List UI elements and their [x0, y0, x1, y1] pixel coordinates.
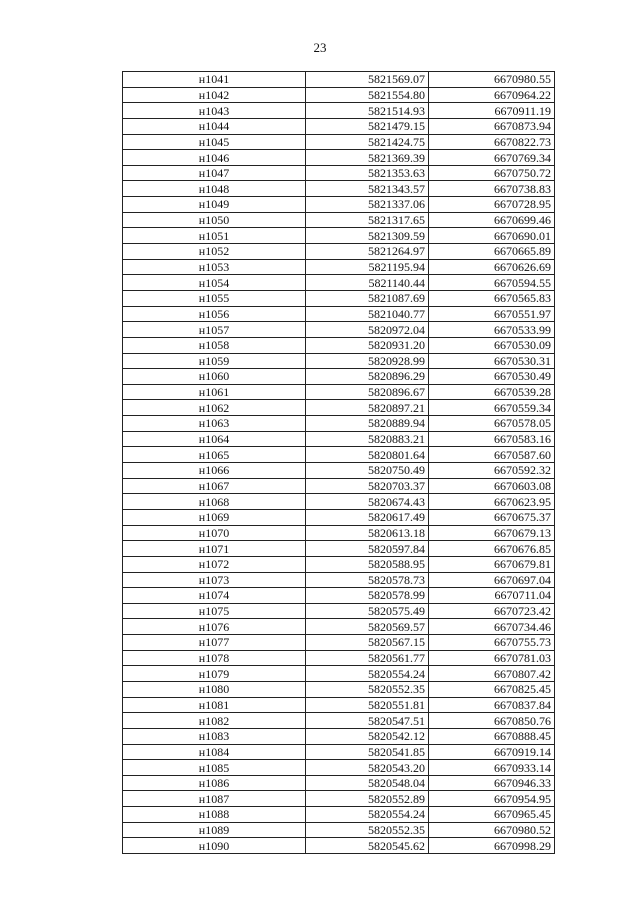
- x-coordinate-cell: 5820552.89: [306, 791, 429, 807]
- table-row: [123, 369, 555, 385]
- table-row: [123, 244, 555, 260]
- y-coordinate-cell: 6670711.04: [429, 588, 555, 604]
- y-coordinate-cell: 6670626.69: [429, 259, 555, 275]
- table-row: [123, 697, 555, 713]
- point-id-cell: н1060: [123, 369, 306, 385]
- table-row: [123, 822, 555, 838]
- point-id-cell: н1089: [123, 822, 306, 838]
- y-coordinate-cell: 6670965.45: [429, 807, 555, 823]
- y-coordinate-cell: 6670690.01: [429, 228, 555, 244]
- x-coordinate-cell: 5821337.06: [306, 197, 429, 213]
- x-coordinate-cell: 5821353.63: [306, 165, 429, 181]
- coordinates-table-body: [123, 72, 555, 854]
- x-coordinate-cell: 5820896.29: [306, 369, 429, 385]
- x-coordinate-cell: 5821087.69: [306, 290, 429, 306]
- y-coordinate-cell: 6670888.45: [429, 728, 555, 744]
- y-coordinate-cell: 6670911.19: [429, 103, 555, 119]
- y-coordinate-cell: 6670998.29: [429, 838, 555, 854]
- table-row: [123, 118, 555, 134]
- x-coordinate-cell: 5820552.35: [306, 822, 429, 838]
- y-coordinate-cell: 6670933.14: [429, 760, 555, 776]
- x-coordinate-cell: 5821309.59: [306, 228, 429, 244]
- y-coordinate-cell: 6670594.55: [429, 275, 555, 291]
- x-coordinate-cell: 5820554.24: [306, 807, 429, 823]
- table-row: [123, 181, 555, 197]
- y-coordinate-cell: 6670873.94: [429, 118, 555, 134]
- point-id-cell: н1066: [123, 463, 306, 479]
- point-id-cell: н1065: [123, 447, 306, 463]
- y-coordinate-cell: 6670964.22: [429, 87, 555, 103]
- table-row: [123, 635, 555, 651]
- table-row: [123, 290, 555, 306]
- point-id-cell: н1067: [123, 478, 306, 494]
- y-coordinate-cell: 6670837.84: [429, 697, 555, 713]
- table-row: [123, 603, 555, 619]
- table-row: [123, 447, 555, 463]
- y-coordinate-cell: 6670533.99: [429, 322, 555, 338]
- y-coordinate-cell: 6670850.76: [429, 713, 555, 729]
- table-row: [123, 306, 555, 322]
- table-row: [123, 666, 555, 682]
- point-id-cell: н1049: [123, 197, 306, 213]
- x-coordinate-cell: 5820972.04: [306, 322, 429, 338]
- point-id-cell: н1090: [123, 838, 306, 854]
- point-id-cell: н1086: [123, 775, 306, 791]
- table-row: [123, 337, 555, 353]
- y-coordinate-cell: 6670565.83: [429, 290, 555, 306]
- point-id-cell: н1055: [123, 290, 306, 306]
- x-coordinate-cell: 5820931.20: [306, 337, 429, 353]
- y-coordinate-cell: 6670551.97: [429, 306, 555, 322]
- point-id-cell: н1078: [123, 650, 306, 666]
- x-coordinate-cell: 5821369.39: [306, 150, 429, 166]
- y-coordinate-cell: 6670679.81: [429, 556, 555, 572]
- point-id-cell: н1085: [123, 760, 306, 776]
- y-coordinate-cell: 6670530.09: [429, 337, 555, 353]
- y-coordinate-cell: 6670755.73: [429, 635, 555, 651]
- x-coordinate-cell: 5821479.15: [306, 118, 429, 134]
- y-coordinate-cell: 6670807.42: [429, 666, 555, 682]
- table-row: [123, 134, 555, 150]
- y-coordinate-cell: 6670750.72: [429, 165, 555, 181]
- table-row: [123, 494, 555, 510]
- table-row: [123, 572, 555, 588]
- x-coordinate-cell: 5820547.51: [306, 713, 429, 729]
- y-coordinate-cell: 6670578.05: [429, 416, 555, 432]
- point-id-cell: н1083: [123, 728, 306, 744]
- y-coordinate-cell: 6670738.83: [429, 181, 555, 197]
- table-row: [123, 744, 555, 760]
- table-row: [123, 775, 555, 791]
- table-row: [123, 197, 555, 213]
- point-id-cell: н1064: [123, 431, 306, 447]
- table-row: [123, 541, 555, 557]
- x-coordinate-cell: 5820588.95: [306, 556, 429, 572]
- x-coordinate-cell: 5820554.24: [306, 666, 429, 682]
- x-coordinate-cell: 5820543.20: [306, 760, 429, 776]
- table-row: [123, 760, 555, 776]
- page-number: 23: [313, 40, 327, 55]
- x-coordinate-cell: 5821424.75: [306, 134, 429, 150]
- point-id-cell: н1050: [123, 212, 306, 228]
- y-coordinate-cell: 6670559.34: [429, 400, 555, 416]
- point-id-cell: н1076: [123, 619, 306, 635]
- x-coordinate-cell: 5821317.65: [306, 212, 429, 228]
- x-coordinate-cell: 5820801.64: [306, 447, 429, 463]
- table-row: [123, 212, 555, 228]
- y-coordinate-cell: 6670592.32: [429, 463, 555, 479]
- x-coordinate-cell: 5820545.62: [306, 838, 429, 854]
- table-row: [123, 681, 555, 697]
- x-coordinate-cell: 5820552.35: [306, 681, 429, 697]
- point-id-cell: н1071: [123, 541, 306, 557]
- point-id-cell: н1046: [123, 150, 306, 166]
- point-id-cell: н1062: [123, 400, 306, 416]
- x-coordinate-cell: 5820896.67: [306, 384, 429, 400]
- x-coordinate-cell: 5821343.57: [306, 181, 429, 197]
- y-coordinate-cell: 6670699.46: [429, 212, 555, 228]
- y-coordinate-cell: 6670530.31: [429, 353, 555, 369]
- table-row: [123, 228, 555, 244]
- x-coordinate-cell: 5820551.81: [306, 697, 429, 713]
- table-row: [123, 838, 555, 854]
- table-row: [123, 619, 555, 635]
- x-coordinate-cell: 5820617.49: [306, 509, 429, 525]
- y-coordinate-cell: 6670825.45: [429, 681, 555, 697]
- point-id-cell: н1073: [123, 572, 306, 588]
- y-coordinate-cell: 6670676.85: [429, 541, 555, 557]
- y-coordinate-cell: 6670583.16: [429, 431, 555, 447]
- table-row: [123, 384, 555, 400]
- table-row: [123, 791, 555, 807]
- x-coordinate-cell: 5821514.93: [306, 103, 429, 119]
- point-id-cell: н1048: [123, 181, 306, 197]
- y-coordinate-cell: 6670679.13: [429, 525, 555, 541]
- table-row: [123, 588, 555, 604]
- x-coordinate-cell: 5821195.94: [306, 259, 429, 275]
- point-id-cell: н1063: [123, 416, 306, 432]
- point-id-cell: н1056: [123, 306, 306, 322]
- y-coordinate-cell: 6670822.73: [429, 134, 555, 150]
- point-id-cell: н1047: [123, 165, 306, 181]
- point-id-cell: н1057: [123, 322, 306, 338]
- x-coordinate-cell: 5820569.57: [306, 619, 429, 635]
- x-coordinate-cell: 5821140.44: [306, 275, 429, 291]
- x-coordinate-cell: 5820883.21: [306, 431, 429, 447]
- x-coordinate-cell: 5821569.07: [306, 72, 429, 88]
- y-coordinate-cell: 6670539.28: [429, 384, 555, 400]
- point-id-cell: н1043: [123, 103, 306, 119]
- x-coordinate-cell: 5820928.99: [306, 353, 429, 369]
- point-id-cell: н1058: [123, 337, 306, 353]
- point-id-cell: н1079: [123, 666, 306, 682]
- point-id-cell: н1075: [123, 603, 306, 619]
- x-coordinate-cell: 5821554.80: [306, 87, 429, 103]
- y-coordinate-cell: 6670734.46: [429, 619, 555, 635]
- point-id-cell: н1074: [123, 588, 306, 604]
- point-id-cell: н1080: [123, 681, 306, 697]
- x-coordinate-cell: 5820897.21: [306, 400, 429, 416]
- table-row: [123, 87, 555, 103]
- x-coordinate-cell: 5821040.77: [306, 306, 429, 322]
- y-coordinate-cell: 6670781.03: [429, 650, 555, 666]
- point-id-cell: н1051: [123, 228, 306, 244]
- x-coordinate-cell: 5820561.77: [306, 650, 429, 666]
- table-row: [123, 713, 555, 729]
- y-coordinate-cell: 6670946.33: [429, 775, 555, 791]
- y-coordinate-cell: 6670675.37: [429, 509, 555, 525]
- y-coordinate-cell: 6670530.49: [429, 369, 555, 385]
- y-coordinate-cell: 6670769.34: [429, 150, 555, 166]
- table-row: [123, 400, 555, 416]
- point-id-cell: н1077: [123, 635, 306, 651]
- point-id-cell: н1069: [123, 509, 306, 525]
- x-coordinate-cell: 5820575.49: [306, 603, 429, 619]
- point-id-cell: н1059: [123, 353, 306, 369]
- x-coordinate-cell: 5820750.49: [306, 463, 429, 479]
- y-coordinate-cell: 6670919.14: [429, 744, 555, 760]
- y-coordinate-cell: 6670723.42: [429, 603, 555, 619]
- x-coordinate-cell: 5820548.04: [306, 775, 429, 791]
- coordinates-table: [122, 71, 555, 854]
- table-row: [123, 463, 555, 479]
- y-coordinate-cell: 6670697.04: [429, 572, 555, 588]
- y-coordinate-cell: 6670603.08: [429, 478, 555, 494]
- point-id-cell: н1081: [123, 697, 306, 713]
- table-row: [123, 353, 555, 369]
- point-id-cell: н1053: [123, 259, 306, 275]
- table-row: [123, 165, 555, 181]
- x-coordinate-cell: 5820597.84: [306, 541, 429, 557]
- table-row: [123, 72, 555, 88]
- table-row: [123, 103, 555, 119]
- table-row: [123, 556, 555, 572]
- table-row: [123, 431, 555, 447]
- x-coordinate-cell: 5820703.37: [306, 478, 429, 494]
- y-coordinate-cell: 6670728.95: [429, 197, 555, 213]
- point-id-cell: н1072: [123, 556, 306, 572]
- x-coordinate-cell: 5820567.15: [306, 635, 429, 651]
- x-coordinate-cell: 5820541.85: [306, 744, 429, 760]
- y-coordinate-cell: 6670980.52: [429, 822, 555, 838]
- point-id-cell: н1088: [123, 807, 306, 823]
- y-coordinate-cell: 6670980.55: [429, 72, 555, 88]
- x-coordinate-cell: 5820578.73: [306, 572, 429, 588]
- y-coordinate-cell: 6670665.89: [429, 244, 555, 260]
- point-id-cell: н1070: [123, 525, 306, 541]
- y-coordinate-cell: 6670623.95: [429, 494, 555, 510]
- table-row: [123, 525, 555, 541]
- table-row: [123, 509, 555, 525]
- table-row: [123, 728, 555, 744]
- table-row: [123, 259, 555, 275]
- point-id-cell: н1041: [123, 72, 306, 88]
- table-row: [123, 416, 555, 432]
- x-coordinate-cell: 5820578.99: [306, 588, 429, 604]
- table-row: [123, 275, 555, 291]
- point-id-cell: н1082: [123, 713, 306, 729]
- point-id-cell: н1052: [123, 244, 306, 260]
- table-row: [123, 150, 555, 166]
- point-id-cell: н1061: [123, 384, 306, 400]
- x-coordinate-cell: 5820674.43: [306, 494, 429, 510]
- point-id-cell: н1054: [123, 275, 306, 291]
- point-id-cell: н1084: [123, 744, 306, 760]
- y-coordinate-cell: 6670587.60: [429, 447, 555, 463]
- point-id-cell: н1044: [123, 118, 306, 134]
- x-coordinate-cell: 5820889.94: [306, 416, 429, 432]
- point-id-cell: н1068: [123, 494, 306, 510]
- x-coordinate-cell: 5820542.12: [306, 728, 429, 744]
- point-id-cell: н1045: [123, 134, 306, 150]
- y-coordinate-cell: 6670954.95: [429, 791, 555, 807]
- table-row: [123, 807, 555, 823]
- x-coordinate-cell: 5820613.18: [306, 525, 429, 541]
- x-coordinate-cell: 5821264.97: [306, 244, 429, 260]
- table-row: [123, 650, 555, 666]
- point-id-cell: н1087: [123, 791, 306, 807]
- table-row: [123, 322, 555, 338]
- table-row: [123, 478, 555, 494]
- point-id-cell: н1042: [123, 87, 306, 103]
